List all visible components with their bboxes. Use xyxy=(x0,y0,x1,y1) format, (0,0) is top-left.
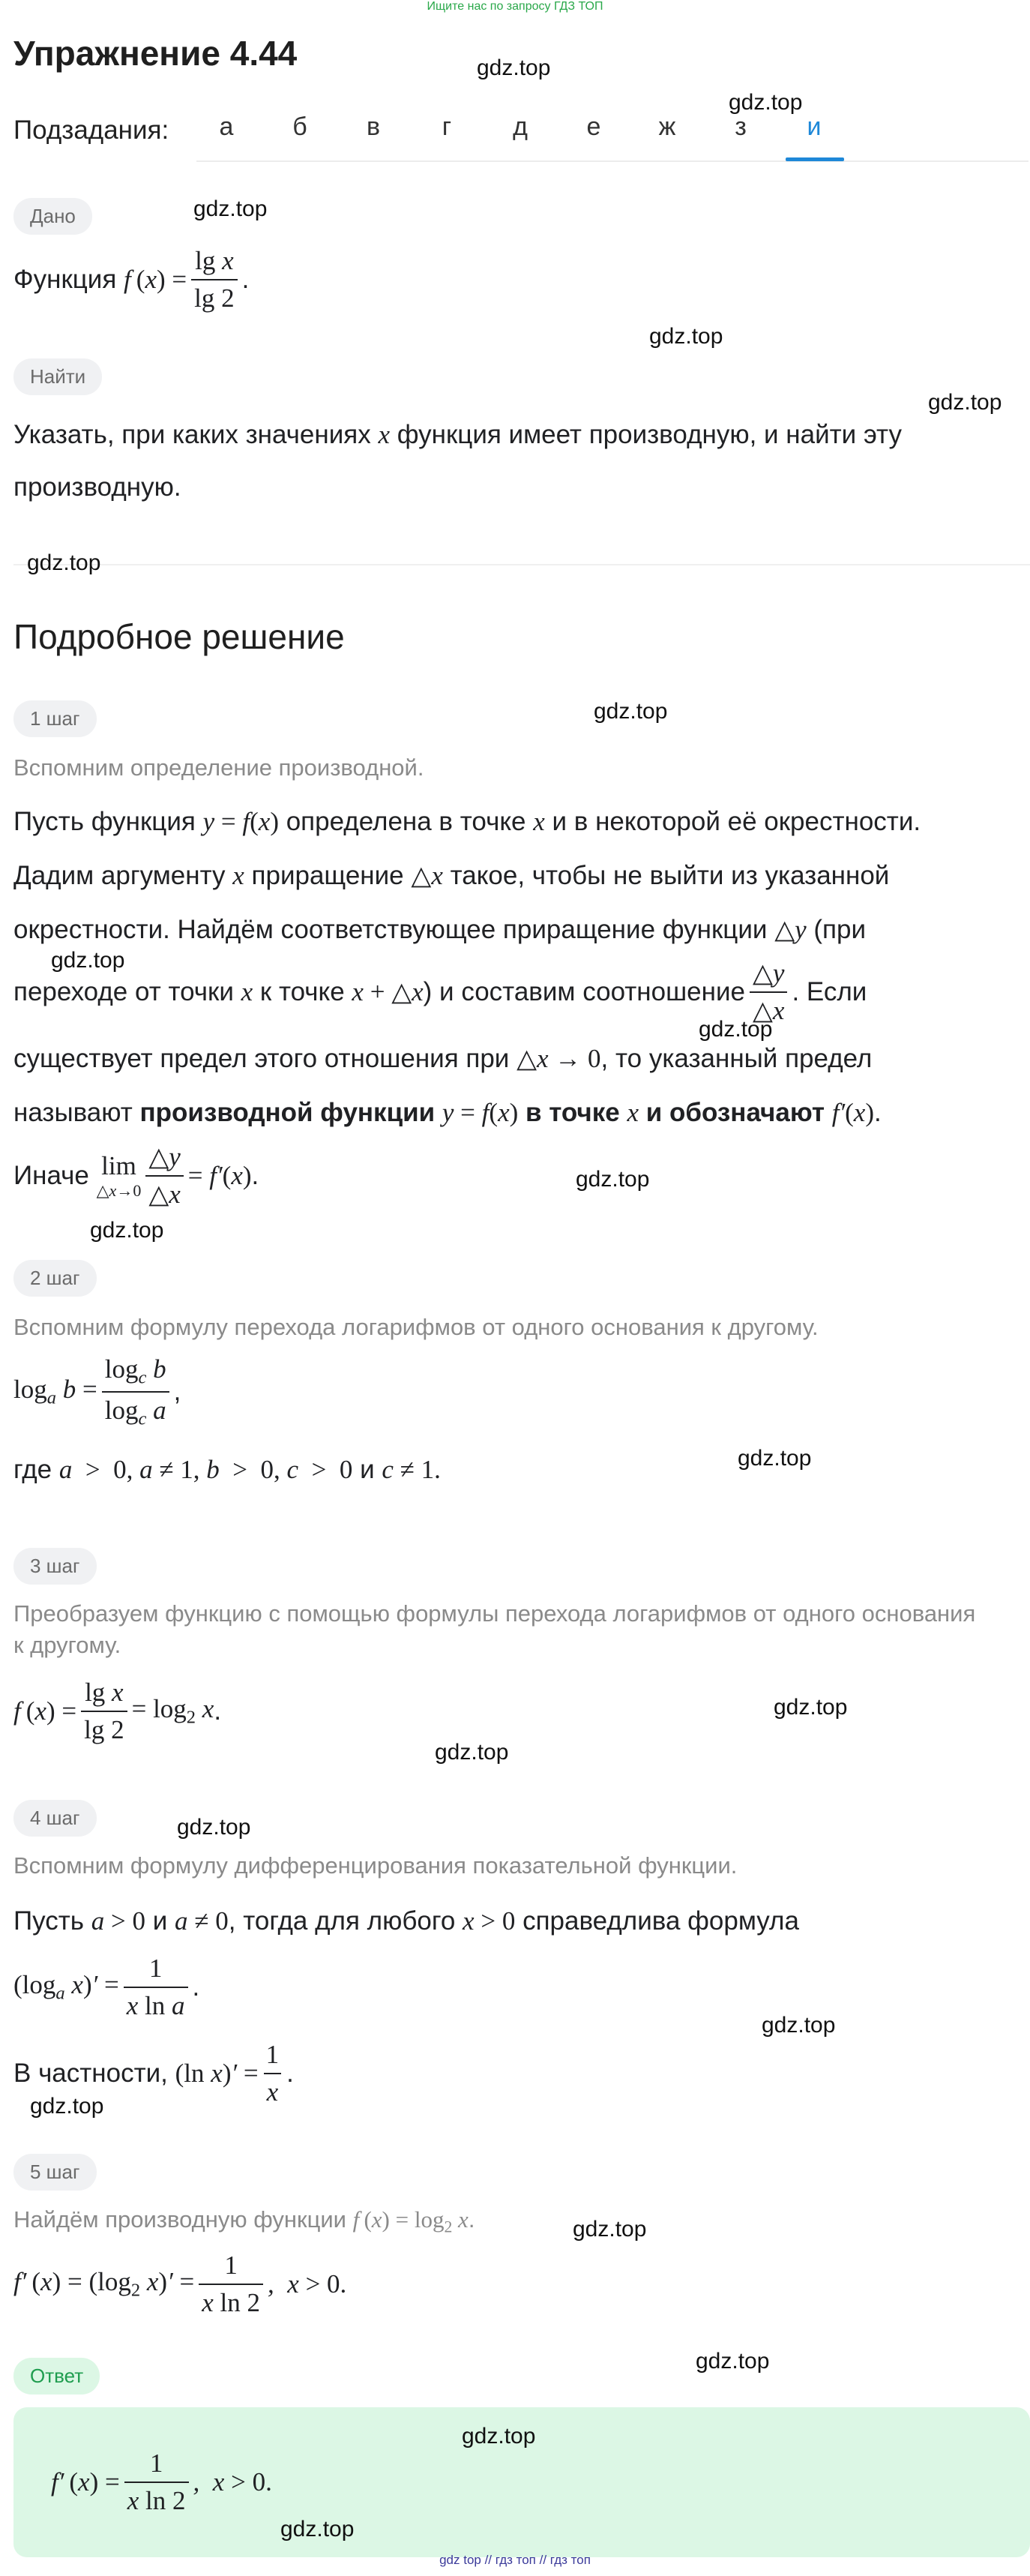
tab-e[interactable]: е xyxy=(586,112,601,141)
s1-l4b: к точке xyxy=(259,977,345,1006)
s1-l6a: называют xyxy=(13,1098,133,1127)
page-title: Упражнение 4.44 xyxy=(13,34,298,73)
step1-line-3: окрестности. Найдём соответствующее приращение функции △y (при xyxy=(13,915,867,944)
s1-l2a: Дадим аргументу xyxy=(13,861,226,890)
s1-l4d: . Если xyxy=(792,977,867,1006)
watermark[interactable]: gdz.top xyxy=(928,390,1002,415)
subtasks-tabs xyxy=(196,112,1029,162)
watermark[interactable]: gdz.top xyxy=(729,90,803,115)
s1-l6b: производной функции xyxy=(139,1098,436,1127)
limit-operator: lim △x→0 xyxy=(96,1151,142,1200)
step3-pill: 3 шаг xyxy=(13,1548,97,1585)
step2-pill: 2 шаг xyxy=(13,1260,97,1297)
s4-l1d: справедлива формула xyxy=(522,1906,799,1936)
watermark[interactable]: gdz.top xyxy=(774,1695,848,1720)
watermark[interactable]: gdz.top xyxy=(51,948,125,973)
watermark[interactable]: gdz.top xyxy=(696,2349,770,2374)
watermark[interactable]: gdz.top xyxy=(435,1740,509,1765)
find-text-1-tail: функция имеет производную, и найти эту xyxy=(397,420,902,449)
active-tab-indicator xyxy=(786,157,844,161)
step2-hint: Вспомним формулу перехода логарифмов от одного основания к другому. xyxy=(13,1314,819,1340)
limit-fraction: $\frac{\triangle y}{\triangle x}$ xyxy=(145,1142,183,1210)
step5-hint-line: Найдём производную функции f $(x) = \log_2 x$. xyxy=(13,2206,475,2236)
given-function: Функция f (x) = $\frac{\text{lg x}}{\lg 2}$ . xyxy=(13,246,250,313)
answer-fraction: $\frac{1}{\text{x ln 2}}$ xyxy=(124,2449,189,2516)
s2-where: где xyxy=(13,1455,52,1484)
tab-zh[interactable]: ж xyxy=(658,112,676,141)
find-line-2: производную. xyxy=(13,472,181,502)
s1-l2c: такое, чтобы не выйти из указанной xyxy=(450,861,890,890)
s1-l2b: приращение xyxy=(251,861,404,890)
s1-l4c: ) и составим соотношение xyxy=(423,977,745,1006)
watermark[interactable]: gdz.top xyxy=(193,196,268,221)
step4-formula: ($\log_a$ x)′ = $\frac{1}{\text{x ln a}}$ . xyxy=(13,1954,200,2020)
watermark[interactable]: gdz.top xyxy=(280,2517,355,2542)
step1-pill: 1 шаг xyxy=(13,700,97,737)
step4-line-3: В частности, (ln x)′ = $\frac{1}{x}$ . xyxy=(13,2040,294,2107)
watermark[interactable]: gdz.top xyxy=(699,1017,773,1042)
step3-hint-2: к другому. xyxy=(13,1632,121,1658)
step5-hint: Найдём производную функции xyxy=(13,2206,346,2233)
find-line-1: Указать, при каких значениях x функция имеет производную, и найти эту xyxy=(13,420,902,449)
watermark[interactable]: gdz.top xyxy=(27,550,101,575)
s1-l3a: окрестности. Найдём соответствующее приращение функции xyxy=(13,915,768,944)
tab-b[interactable]: б xyxy=(292,112,307,141)
s1-l1a: Пусть функция xyxy=(13,807,196,836)
s1-l6d: и обозначают xyxy=(645,1098,825,1127)
delta-ratio: $\frac{\triangle y}{\triangle x}$ xyxy=(750,958,787,1026)
watermark[interactable]: gdz.top xyxy=(462,2424,536,2449)
watermark[interactable]: gdz.top xyxy=(738,1446,812,1471)
watermark[interactable]: gdz.top xyxy=(177,1815,251,1840)
tab-a[interactable]: а xyxy=(219,112,234,141)
step1-line-5: существует предел этого отношения при △x → 0, то указанный предел xyxy=(13,1044,873,1073)
watermark[interactable]: gdz.top xyxy=(90,1218,164,1243)
given-pill: Дано xyxy=(13,198,92,235)
step1-line-1: Пусть функция y = f(x) определена в точке x и в некоторой её окрестности. xyxy=(13,807,921,836)
step2-conditions: где a > 0, a ≠ 1, b > 0, c > 0 и c ≠ 1. xyxy=(13,1455,441,1484)
given-text: Функция xyxy=(13,265,117,294)
find-pill: Найти xyxy=(13,358,102,395)
top-banner[interactable]: Ищите нас по запросу ГДЗ ТОП xyxy=(427,0,603,13)
step3-formula: f (x) = $\frac{\text{lg x}}{\lg 2}$ = $\log_2 x$ . xyxy=(13,1678,222,1744)
s4-l1a: Пусть xyxy=(13,1906,85,1936)
s1-l4a: переходе от точки xyxy=(13,977,234,1006)
solution-title: Подробное решение xyxy=(13,617,345,656)
s1-l5a: существует предел этого отношения при xyxy=(13,1044,510,1073)
step1-hint: Вспомним определение производной. xyxy=(13,754,424,781)
step4-pill: 4 шаг xyxy=(13,1800,97,1837)
watermark[interactable]: gdz.top xyxy=(762,2013,836,2038)
step1-line-7: Иначе lim △x→0 $\frac{\triangle y}{\triangle x}$ = f′(x) . xyxy=(13,1142,259,1209)
log-change-fraction: $\frac{\log_c b}{\log_c a}$ xyxy=(102,1354,169,1430)
footer-links[interactable]: gdz top // гдз топ // гдз топ xyxy=(439,2553,591,2567)
watermark[interactable]: gdz.top xyxy=(477,55,551,80)
tab-v[interactable]: в xyxy=(366,112,381,141)
step1-line-6: называют производной функции y = f(x) в точке x и обозначают f′(x). xyxy=(13,1098,882,1127)
watermark[interactable]: gdz.top xyxy=(594,699,668,724)
step4-line-1: Пусть a > 0 и a ≠ 0, тогда для любого x > 0 справедлива формула xyxy=(13,1906,799,1936)
ln-derivative-fraction: $\frac{1}{x}$ xyxy=(263,2040,283,2107)
step2-formula: $\log_a b$ = $\frac{\log_c b}{\log_c a}$ , xyxy=(13,1354,181,1429)
step1-line-4: переходе от точки x к точке x + △x ) и составим соотношение $\frac{\triangle y}{\triangle x}$ . Если xyxy=(13,958,867,1025)
subtasks-label: Подзадания: xyxy=(13,115,169,145)
step5-pill: 5 шаг xyxy=(13,2154,97,2191)
section-divider xyxy=(13,564,1030,565)
watermark[interactable]: gdz.top xyxy=(30,2094,104,2119)
s1-l1b: определена в точке xyxy=(286,807,526,836)
step4-fraction: $\frac{1}{\text{x ln a}}$ xyxy=(124,1954,188,2021)
step3-fraction: $\frac{\text{lg x}}{\lg 2}$ xyxy=(81,1678,127,1745)
tab-z[interactable]: з xyxy=(735,112,747,141)
tab-d[interactable]: д xyxy=(513,112,528,141)
s4-l3a: В частности, xyxy=(13,2059,168,2088)
watermark[interactable]: gdz.top xyxy=(573,2217,647,2242)
tab-i[interactable]: и xyxy=(807,112,822,141)
step3-hint-1: Преобразуем функцию с помощью формулы перехода логарифмов от одного основания xyxy=(13,1600,976,1627)
s1-l5b: , то указанный предел xyxy=(600,1044,873,1073)
find-text-1: Указать, при каких значениях xyxy=(13,420,371,449)
answer-pill: Ответ xyxy=(13,2358,100,2395)
s1-l1c: и в некоторой её окрестности. xyxy=(552,807,921,836)
watermark[interactable]: gdz.top xyxy=(576,1167,650,1192)
step1-line-2: Дадим аргументу x приращение △x такое, чтобы не выйти из указанной xyxy=(13,861,890,890)
step5-formula: f′ $(x) = (\log_2$ x)′ = $\frac{1}{\text{x ln 2}}$ , x > 0. xyxy=(13,2251,347,2317)
s2-and: и xyxy=(360,1455,375,1484)
tab-g[interactable]: г xyxy=(442,112,452,141)
watermark[interactable]: gdz.top xyxy=(649,324,723,349)
s1-l6c: в точке xyxy=(525,1098,620,1127)
s4-l1c: , тогда для любого xyxy=(228,1906,456,1936)
s1-l3b: (при xyxy=(813,915,867,944)
step4-hint: Вспомним формулу дифференцирования показательной функции. xyxy=(13,1852,738,1879)
given-fraction: $\frac{\text{lg x}}{\lg 2}$ xyxy=(191,246,237,313)
s1-l7a: Иначе xyxy=(13,1161,89,1190)
s4-l1b: и xyxy=(152,1906,168,1936)
answer-formula: f′ (x) = $\frac{1}{\text{x ln 2}}$ , x > 0. xyxy=(51,2449,272,2515)
step5-fraction: $\frac{1}{\text{x ln 2}}$ xyxy=(199,2251,263,2318)
